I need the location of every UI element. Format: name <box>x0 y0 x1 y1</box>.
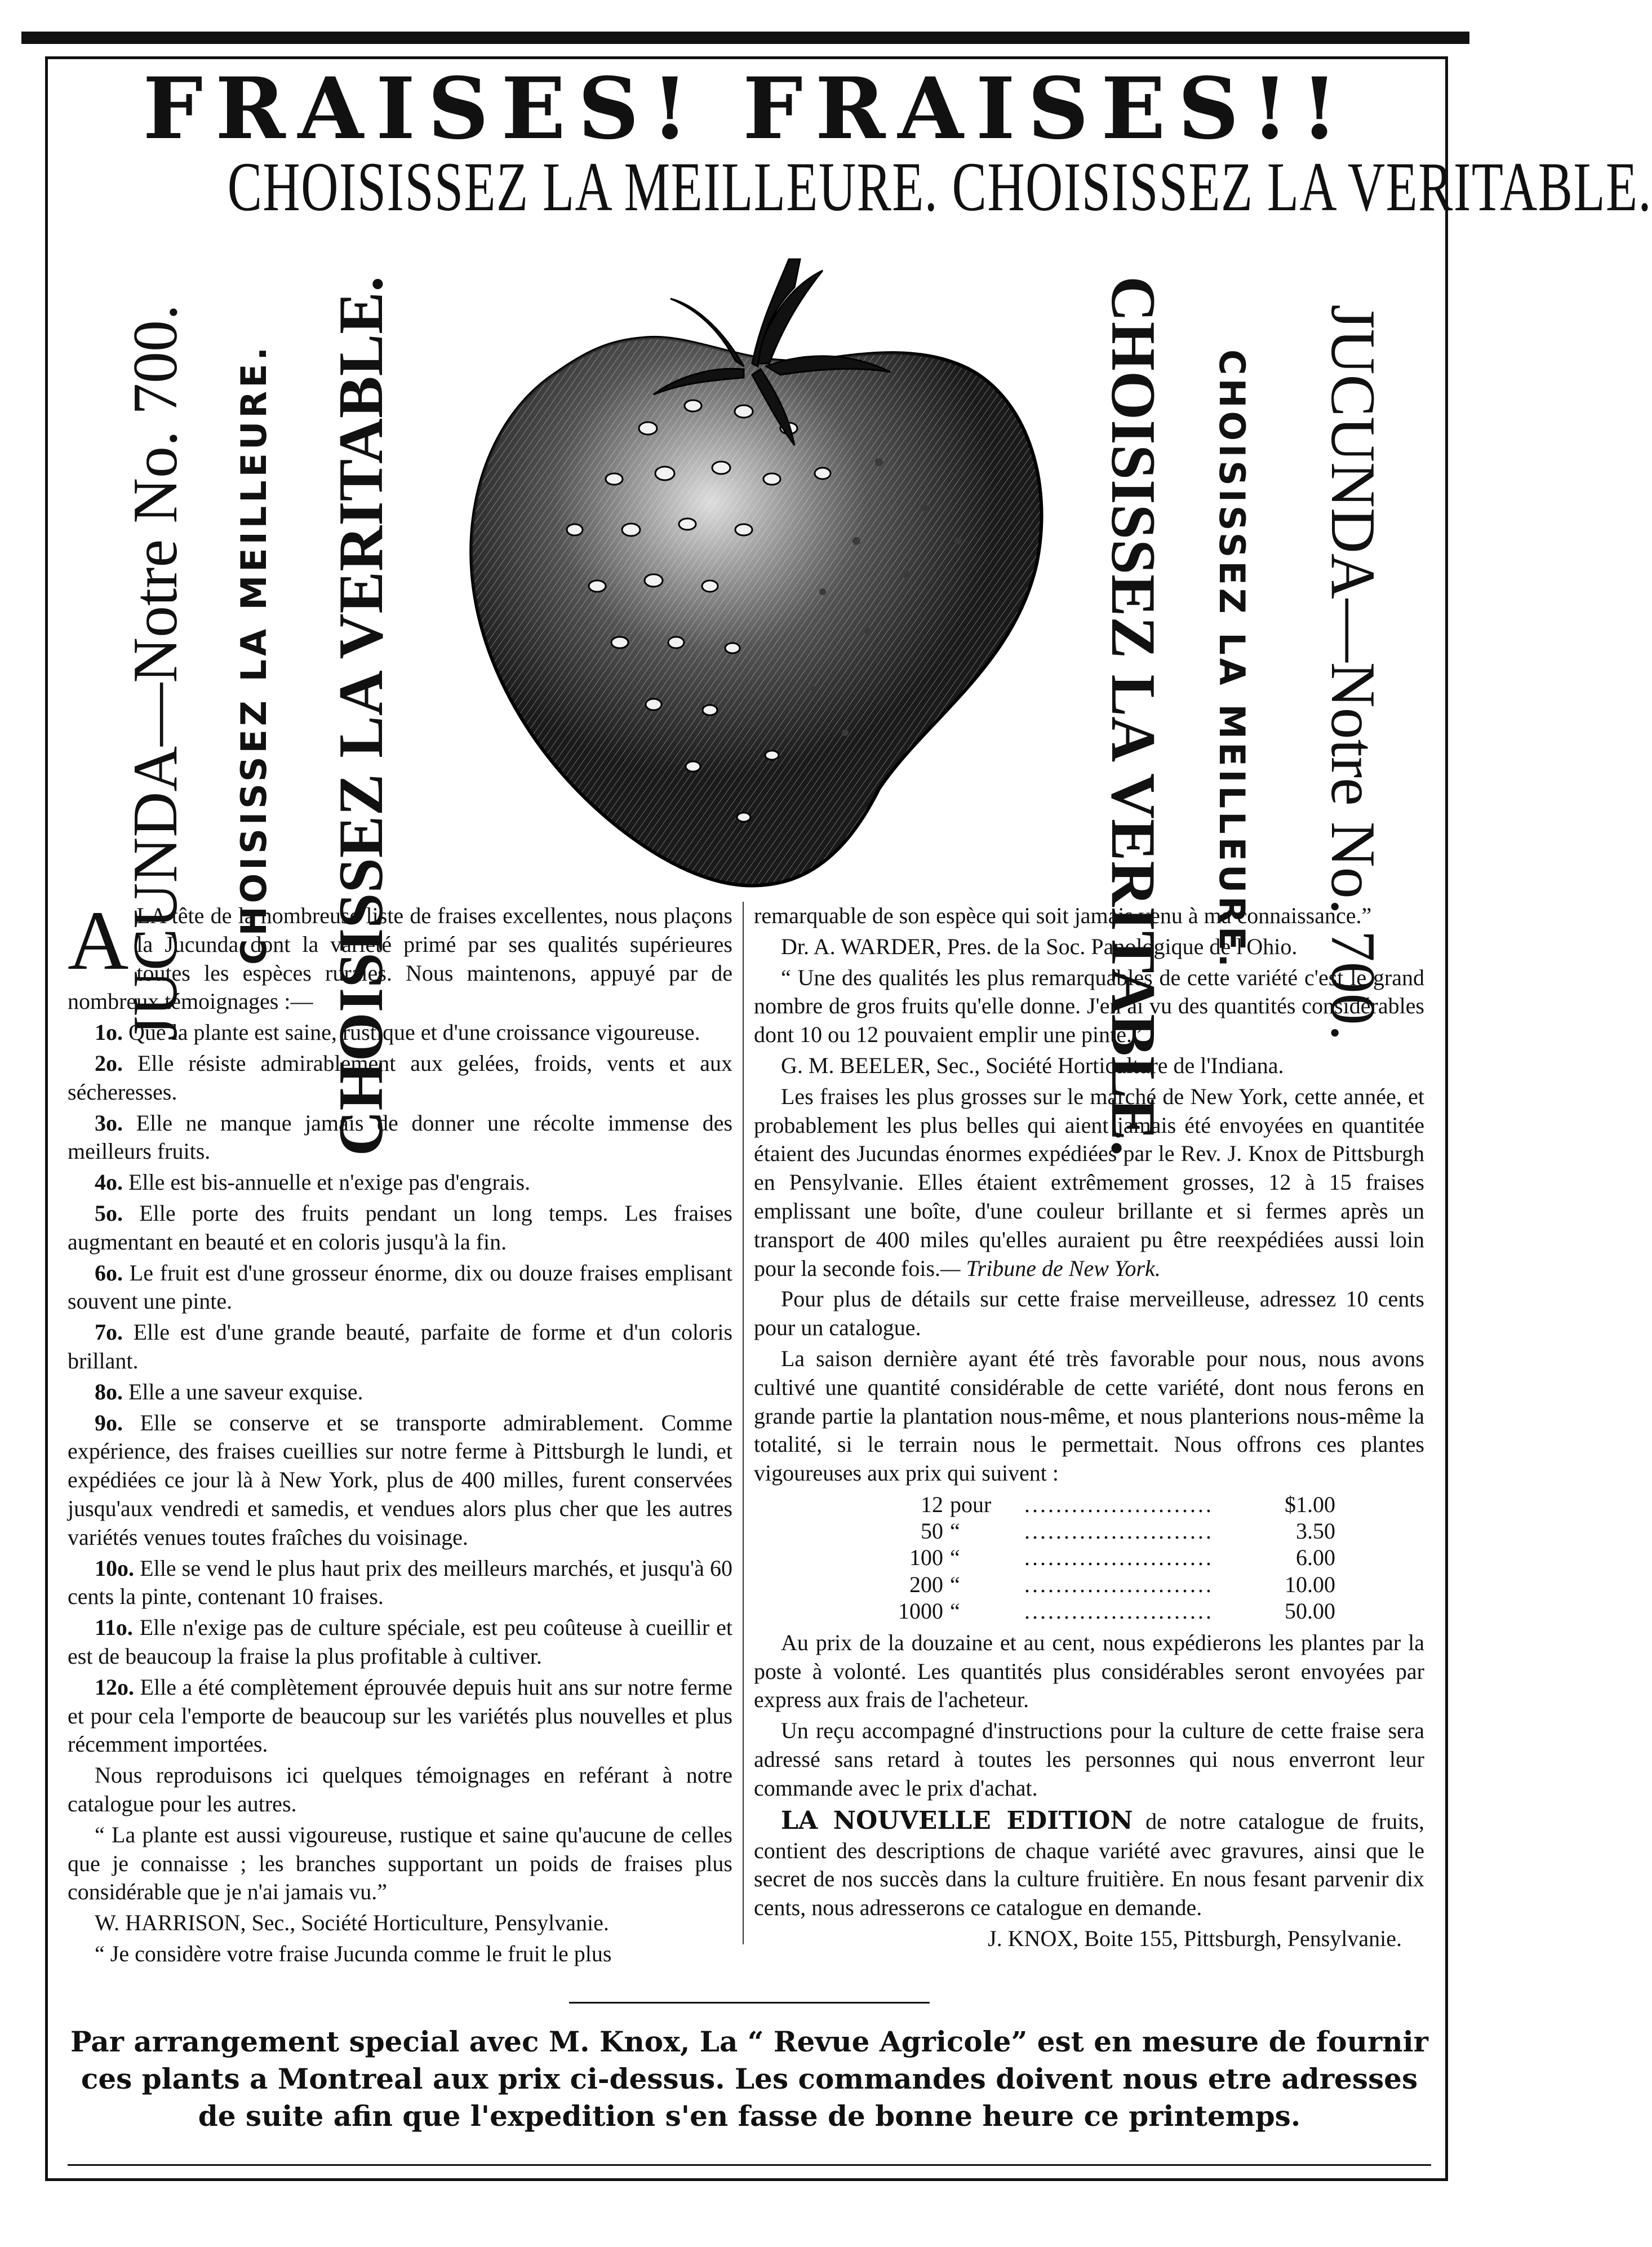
left-column <box>68 894 733 1971</box>
strawberry-icon <box>428 225 1076 919</box>
item-text: Elle porte des fruits pendant un long temps. Les fraises augmentant en beauté et en coloris jusqu'à la fin. <box>68 1200 733 1255</box>
price-value: 10.00 <box>1285 1571 1335 1597</box>
price-unit: pour <box>950 1491 992 1517</box>
price-unit: “ <box>950 1518 960 1544</box>
details-paragraph: Pour plus de détails sur cette fraise merveilleuse, adressez 10 cents pour un catalogue. <box>754 1286 1424 1341</box>
price-leader: ........................ <box>1024 1598 1214 1624</box>
item-number: 6o. <box>95 1260 123 1286</box>
price-value: 6.00 <box>1296 1545 1335 1571</box>
item-number: 2o. <box>95 1050 123 1076</box>
item-number: 4o. <box>95 1169 123 1195</box>
list-item <box>68 1378 732 1407</box>
side-right-meilleure: CHOISISSEZ LA MEILLEURE. <box>1211 349 1253 970</box>
nouvelle-edition-label: LA NOUVELLE EDITION <box>781 1806 1133 1835</box>
column-divider <box>743 902 744 1944</box>
table-row <box>878 1518 1339 1544</box>
poste-paragraph: Au prix de la douzaine et au cent, nous expédierons les plantes par la poste à volonté. Les quantités plus considérables seront envoyées par express aux frais de l'acheteur. <box>754 1629 1424 1713</box>
price-unit: “ <box>950 1598 960 1624</box>
side-left-veritable: CHOISISSEZ LA VERITABLE. <box>326 276 396 1156</box>
price-qty: 200 <box>909 1571 943 1597</box>
item-text: Elle résiste admirablement aux gelées, froids, vents et aux sécheresses. <box>68 1050 732 1105</box>
table-row <box>878 1491 1339 1518</box>
item-text: Elle se vend le plus haut prix des meilleurs marchés, et jusqu'à 60 cents la pinte, contenant 10 fraises. <box>68 1555 733 1610</box>
signature-harrison: W. HARRISON, Sec., Société Horticulture, Pensylvanie. <box>95 1910 609 1936</box>
item-number: 1o. <box>95 1020 123 1045</box>
item-number: 3o. <box>95 1110 123 1136</box>
list-item <box>68 1614 732 1671</box>
item-text: Elle se conserve et se transporte admirablement. Comme expérience, des fraises cueillies sur notre ferme à Pittsburgh le lundi, et expédiées ce jour là à New York, plus de 400 milles, furent conservées jusqu'aux vendredi et samedis, et vendues alors plus cher que les autres variétés venues toutes fraîches du voisinage. <box>68 1410 733 1550</box>
saison-paragraph: La saison dernière ayant été très favorable pour nous, nous avons cultivé une quantité considérable de cette variété, dont nous ferons en grande partie la plantation nous-même, et nous planterions nous-même la totalité, si le terrain nous le permettait. Nous offrons ces plantes vigoureuses aux prix qui suivent : <box>754 1345 1424 1486</box>
item-number: 5o. <box>95 1200 123 1226</box>
item-number: 9o. <box>95 1410 123 1435</box>
item-text: Que la plante est saine, rustique et d'une croissance vigoureuse. <box>128 1020 700 1045</box>
list-item <box>68 1554 732 1612</box>
item-text: Elle a une saveur exquise. <box>128 1379 363 1404</box>
knox-signature: J. KNOX, Boite 155, Pittsburgh, Pensylvanie. <box>988 1925 1402 1951</box>
tribune-credit: — Tribune de New York. <box>940 1255 1161 1281</box>
item-text: Elle n'exige pas de culture spéciale, est peu coûteuse à cueillir et est de beaucoup la fraise la plus profitable à cultiver. <box>68 1615 732 1669</box>
side-left-meilleure: CHOISISSEZ LA MEILLEURE. <box>233 344 274 965</box>
list-item <box>68 1168 732 1197</box>
item-text: Elle a été complètement éprouvée depuis huit ans sur notre ferme et pour cela l'emporte de beaucoup sur les variétés plus nouvelles et plus récemment importées. <box>68 1674 732 1757</box>
side-right-veritable: CHOISISSEZ LA VERITABLE. <box>1098 276 1168 1156</box>
headline: FRAISES! FRAISES!! <box>143 59 1351 158</box>
item-number: 12o. <box>95 1674 134 1700</box>
quote-beeler: “ Une des qualités les plus remarquables de cette variété c'est le grand nombre de gros fruits qu'elle donne. J'en ai vu des quantités considérables dont 10 ou 12 pouvaient emplir une pinte.” <box>754 964 1424 1048</box>
side-right-jucunda: JUCUNDA—Notre No. 700. <box>1318 304 1388 1041</box>
item-text: Elle est bis-annuelle et n'exige pas d'engrais. <box>128 1169 531 1195</box>
item-number: 8o. <box>95 1379 123 1404</box>
list-item <box>68 1049 732 1107</box>
nouvelle-text: de notre catalogue de fruits, contient des descriptions de chaque variété avec gravures, ainsi que le secret de nos succès dans la culture fruitière. En nous fesant parvenir dix cents, nous adresserons ce catalogue en demande. <box>754 1808 1425 1921</box>
newyork-paragraph <box>754 1083 1424 1283</box>
testimonial-intro: Nous reproduisons ici quelques témoignages en reférant à notre catalogue pour les autres. <box>68 1762 732 1816</box>
price-leader: ........................ <box>1024 1491 1214 1517</box>
item-number: 11o. <box>95 1615 133 1641</box>
nouvelle-paragraph <box>754 1805 1424 1922</box>
price-leader: ........................ <box>1024 1571 1214 1597</box>
intro-text: LA tête de la nombreuse liste de fraises excellentes, nous plaçons la Jucunda dont la variété primé par ses qualités supérieures toutes les espèces rurales. Nous maintenons, appuyé par de nombreux témoignages :— <box>68 903 732 1014</box>
footer-notice: Par arrangement special avec M. Knox, La “ Revue Agricole” est en mesure de fournir ces plants a Montreal aux prix ci-dessus. Les commandes doivent nous etre adresses de suite afin que l'expedition s'en fasse de bonne heure ce printemps. <box>70 2025 1428 2133</box>
bottom-rule <box>68 2164 1431 2166</box>
item-text: Le fruit est d'une grosseur énorme, dix ou douze fraises emplisant souvent une pinte. <box>68 1260 732 1314</box>
newyork-text: Les fraises les plus grosses sur le marché de New York, cette année, et probablement les plus belles qui aient jamais été envoyées en quantitée étaient des Jucundas énormes expédiées par le Rev. J. Knox de Pittsburgh en Pensylvanie. Elles étaient extrêmement grosses, 12 à 15 fraises emplissant une boîte, d'une couleur brillante et si fermes après un transport de 400 miles qu'elles auraient pu être reexpédiées aussi loin pour la seconde fois. <box>754 1083 1424 1281</box>
price-qty: 12 <box>921 1491 943 1517</box>
quote-warder-end: remarquable de son espèce qui soit jamais venu à ma connaissance.” <box>754 903 1372 928</box>
side-left-jucunda: JUCUNDA—Notre No. 700. <box>121 304 190 1041</box>
item-number: 10o. <box>95 1555 134 1581</box>
separator-rule <box>569 2002 930 2004</box>
list-item <box>68 1018 732 1047</box>
price-leader: ........................ <box>1024 1545 1214 1571</box>
price-qty: 50 <box>921 1518 943 1544</box>
price-value: 50.00 <box>1285 1598 1335 1624</box>
quote-warder-start: “ Je considère votre fraise Jucunda comme le fruit le plus <box>95 1940 612 1966</box>
list-item <box>68 1318 732 1376</box>
quote-harrison: “ La plante est aussi vigoureuse, rustique et saine qu'aucune de celles que je connaisse ; les branches supportant un poids de fraises plus considérable que je n'ai jamais vu.” <box>68 1821 732 1905</box>
price-qty: 100 <box>909 1545 943 1571</box>
signature-warder: Dr. A. WARDER, Pres. de la Soc. Panologique de l'Ohio. <box>781 933 1298 959</box>
item-number: 7o. <box>95 1319 123 1345</box>
price-unit: “ <box>950 1545 960 1571</box>
table-row <box>878 1544 1339 1571</box>
list-item <box>68 1199 732 1257</box>
price-unit: “ <box>950 1571 960 1597</box>
price-leader: ........................ <box>1024 1518 1214 1544</box>
top-rule <box>21 32 1469 44</box>
price-value: $1.00 <box>1285 1491 1335 1517</box>
signature-beeler: G. M. BEELER, Sec., Société Horticulture de l'Indiana. <box>781 1052 1284 1078</box>
price-table <box>878 1491 1339 1624</box>
price-qty: 1000 <box>898 1598 943 1624</box>
list-item <box>68 1109 732 1167</box>
subheadline: CHOISISSEZ LA MEILLEURE. CHOISISSEZ LA VERITABLE. <box>227 148 1652 225</box>
list-item <box>68 1259 732 1317</box>
table-row <box>878 1598 1339 1624</box>
table-row <box>878 1571 1339 1598</box>
recu-paragraph: Un reçu accompagné d'instructions pour la culture de cette fraise sera adressé sans retard à toutes les personnes qui nous enverront leur commande avec le prix d'achat. <box>754 1718 1424 1801</box>
dropcap: A <box>68 894 129 987</box>
list-item <box>68 1409 732 1552</box>
list-item <box>68 1673 732 1759</box>
right-column <box>754 902 1424 1956</box>
item-text: Elle est d'une grande beauté, parfaite de forme et d'un coloris brillant. <box>68 1319 733 1373</box>
price-value: 3.50 <box>1296 1518 1335 1544</box>
item-text: Elle ne manque jamais de donner une récolte immense des meilleurs fruits. <box>68 1110 733 1164</box>
intro-paragraph <box>68 894 732 1016</box>
